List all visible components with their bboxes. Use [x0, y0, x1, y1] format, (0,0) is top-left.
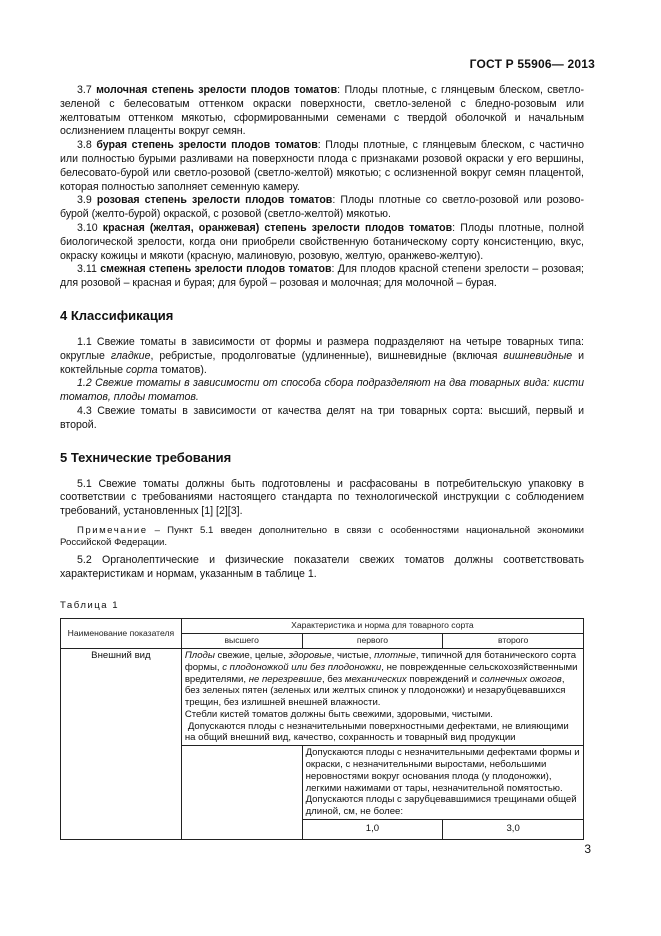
- def-term: смежная степень зрелости плодов томатов: [100, 263, 332, 276]
- text-run: , без: [321, 673, 345, 685]
- row-indicator-name: Внешний вид: [61, 648, 182, 839]
- text-run: 1.1 Свежие томаты в зависимости от формы и размера подразделяют на четыре товарных типа: округлые: [60, 335, 584, 362]
- definition-3-8: [60, 139, 584, 194]
- text-run: с плодоножкой или без плодоножки: [222, 661, 382, 673]
- text-run: , типичной для ботанического сорта формы,: [184, 649, 577, 673]
- header-first: первого: [302, 634, 443, 649]
- text-run: сорта: [125, 363, 158, 376]
- text-run: , ребристые, продолговатые (удлиненные), вишневидные (включая: [150, 349, 504, 362]
- note-text: – Пункт 5.1 введен дополнительно в связи с особенностями национальной экономики Российской Федерации.: [60, 524, 584, 549]
- table-caption: Таблица 1: [60, 599, 120, 611]
- paragraph-4-3: 4.3 Свежие томаты в зависимости от качества делят на три товарных сорта: высший, первый и второй.: [60, 404, 584, 431]
- def-term: розовая степень зрелости плодов томатов: [96, 194, 333, 207]
- def-term: красная (желтая, оранжевая) степень зрелости плодов томатов: [102, 221, 453, 234]
- common-requirements: [181, 648, 583, 745]
- text-run: механических: [344, 673, 407, 685]
- def-num: 3.9: [77, 194, 92, 207]
- text-run: гладкие: [110, 349, 151, 362]
- value-second: 3,0: [443, 820, 584, 840]
- paragraph-1-1: [60, 336, 584, 377]
- header-indicator: Наименование показателя: [61, 619, 182, 649]
- requirements-text: [185, 650, 580, 709]
- text-run: свежие, целые,: [214, 649, 289, 661]
- note: [60, 525, 584, 550]
- note-label: Примечание: [77, 524, 148, 536]
- text-run: , чистые,: [331, 649, 375, 661]
- def-num: 3.8: [77, 139, 92, 152]
- empty-high-cell: [181, 746, 302, 840]
- table-header-row: [61, 619, 584, 634]
- def-term: молочная степень зрелости плодов томатов: [96, 84, 338, 96]
- text-run: вишневидные: [503, 349, 573, 362]
- definition-3-10: [60, 222, 584, 263]
- def-num: 3.7: [77, 84, 92, 96]
- definition-3-7: [60, 84, 584, 139]
- stems-text: Стебли кистей томатов должны быть свежими, здоровыми, чистыми.: [184, 708, 493, 720]
- paragraph-5-1: 5.1 Свежие томаты должны быть подготовлены и расфасованы в потребительскую упаковку в соответствии с требованиями настоящего стандарта по технологической инструкции с соблюдением требований, установленных [1] [2][3].: [60, 477, 584, 518]
- def-text: : Плоды плотные, полной биологической зрелости, когда они приобрели свойственную ботаническому сорту консистенцию, вкус, окраску кожицы и мякоти (красную, малиновую, розовую, желтую, оранжево-желтую).: [60, 221, 584, 262]
- def-term: бурая степень зрелости плодов томатов: [96, 139, 318, 152]
- table-row: [61, 648, 584, 745]
- table-1: [60, 618, 584, 840]
- definition-3-9: [60, 194, 584, 222]
- text-run: здоровые: [288, 649, 332, 661]
- document-body: [60, 84, 584, 840]
- lower-grade-requirements: Допускаются плоды с незначительными дефектами формы и окраски, с незначительными выростами, небольшими неровностями вокруг основания плода (у плодоножки), легкими нажимами от тары, незначительной помятостью. Допускаются плоды с зарубцевавшимися трещинами общей длиной, см, не более:: [302, 746, 583, 820]
- defects-text: Допускаются плоды с незначительными поверхностными дефектами, не влияющими на общий внешний вид, качество, сохранность и товарный вид продукции: [184, 720, 569, 744]
- header-group: Характеристика и норма для товарного сорта: [181, 619, 583, 634]
- def-text: : Плоды плотные, с глянцевым блеском, светло-зеленой с белесоватым оттенком окраски поверхности, светло-зеленой с бледно-розовым или желтоватым оттенком мякотью, сформированными семенами с твердой оболочкой и начальным ослизнением плаценты вокруг семян.: [60, 84, 584, 138]
- text-run: Плоды: [184, 649, 215, 661]
- text-run: 1.2 Свежие томаты в зависимости от способа сбора подразделяют на два товарных вида: кисти томатов, плоды томатов.: [60, 377, 584, 404]
- text-run: , не поврежденные сельскохозяйственными вредителями,: [184, 661, 578, 685]
- def-num: 3.10: [77, 221, 98, 234]
- def-text: : Для плодов красной степени зрелости – розовая; для розовой – красная и бурая; для бурой – розовая и молочная; для молочной – бурая.: [60, 263, 584, 290]
- section-5-heading: 5 Технические требования: [60, 449, 232, 465]
- text-run: плотные: [374, 649, 416, 661]
- def-text: : Плоды плотные со светло-розовой или розово-бурой (желто-бурой) окраской, с розовой (светло-желтой) мякотью.: [60, 194, 584, 221]
- paragraph-5-2: 5.2 Органолептические и физические показатели свежих томатов должны соответствовать характеристикам и нормам, указанным в таблице 1.: [60, 553, 584, 580]
- text-run: повреждений и: [406, 673, 480, 685]
- value-first: 1,0: [302, 820, 443, 840]
- text-run: солнечных ожогов: [479, 673, 562, 685]
- definition-3-11: [60, 263, 584, 291]
- paragraph-1-2: [60, 377, 584, 405]
- text-run: томатов).: [157, 363, 207, 376]
- header-high: высшего: [181, 634, 302, 649]
- text-run: и коктейльные: [60, 349, 584, 376]
- section-4-heading: 4 Классификация: [60, 307, 174, 323]
- standard-number: ГОСТ Р 55906— 2013: [469, 57, 595, 71]
- def-text: : Плоды плотные, с глянцевым блеском, с частично или полностью бурыми разливами на поверхности плода с признаками розовой окраски у его вершины, белесовато-бурой или светло-розовой (светло-желтой) мякотью; с ослизненной вокруг семян плацентой, которая полностью заполняет семенную камеру.: [60, 139, 584, 193]
- def-num: 3.11: [77, 263, 97, 276]
- page-number: 3: [584, 842, 591, 856]
- text-run: не перезревшие: [248, 673, 322, 685]
- header-second: второго: [443, 634, 584, 649]
- text-run: , без зеленых пятен (зеленых или желтых спинок у плодоножки) и незарубцевавшихся трещин, без излишней внешней влажности.: [184, 673, 566, 709]
